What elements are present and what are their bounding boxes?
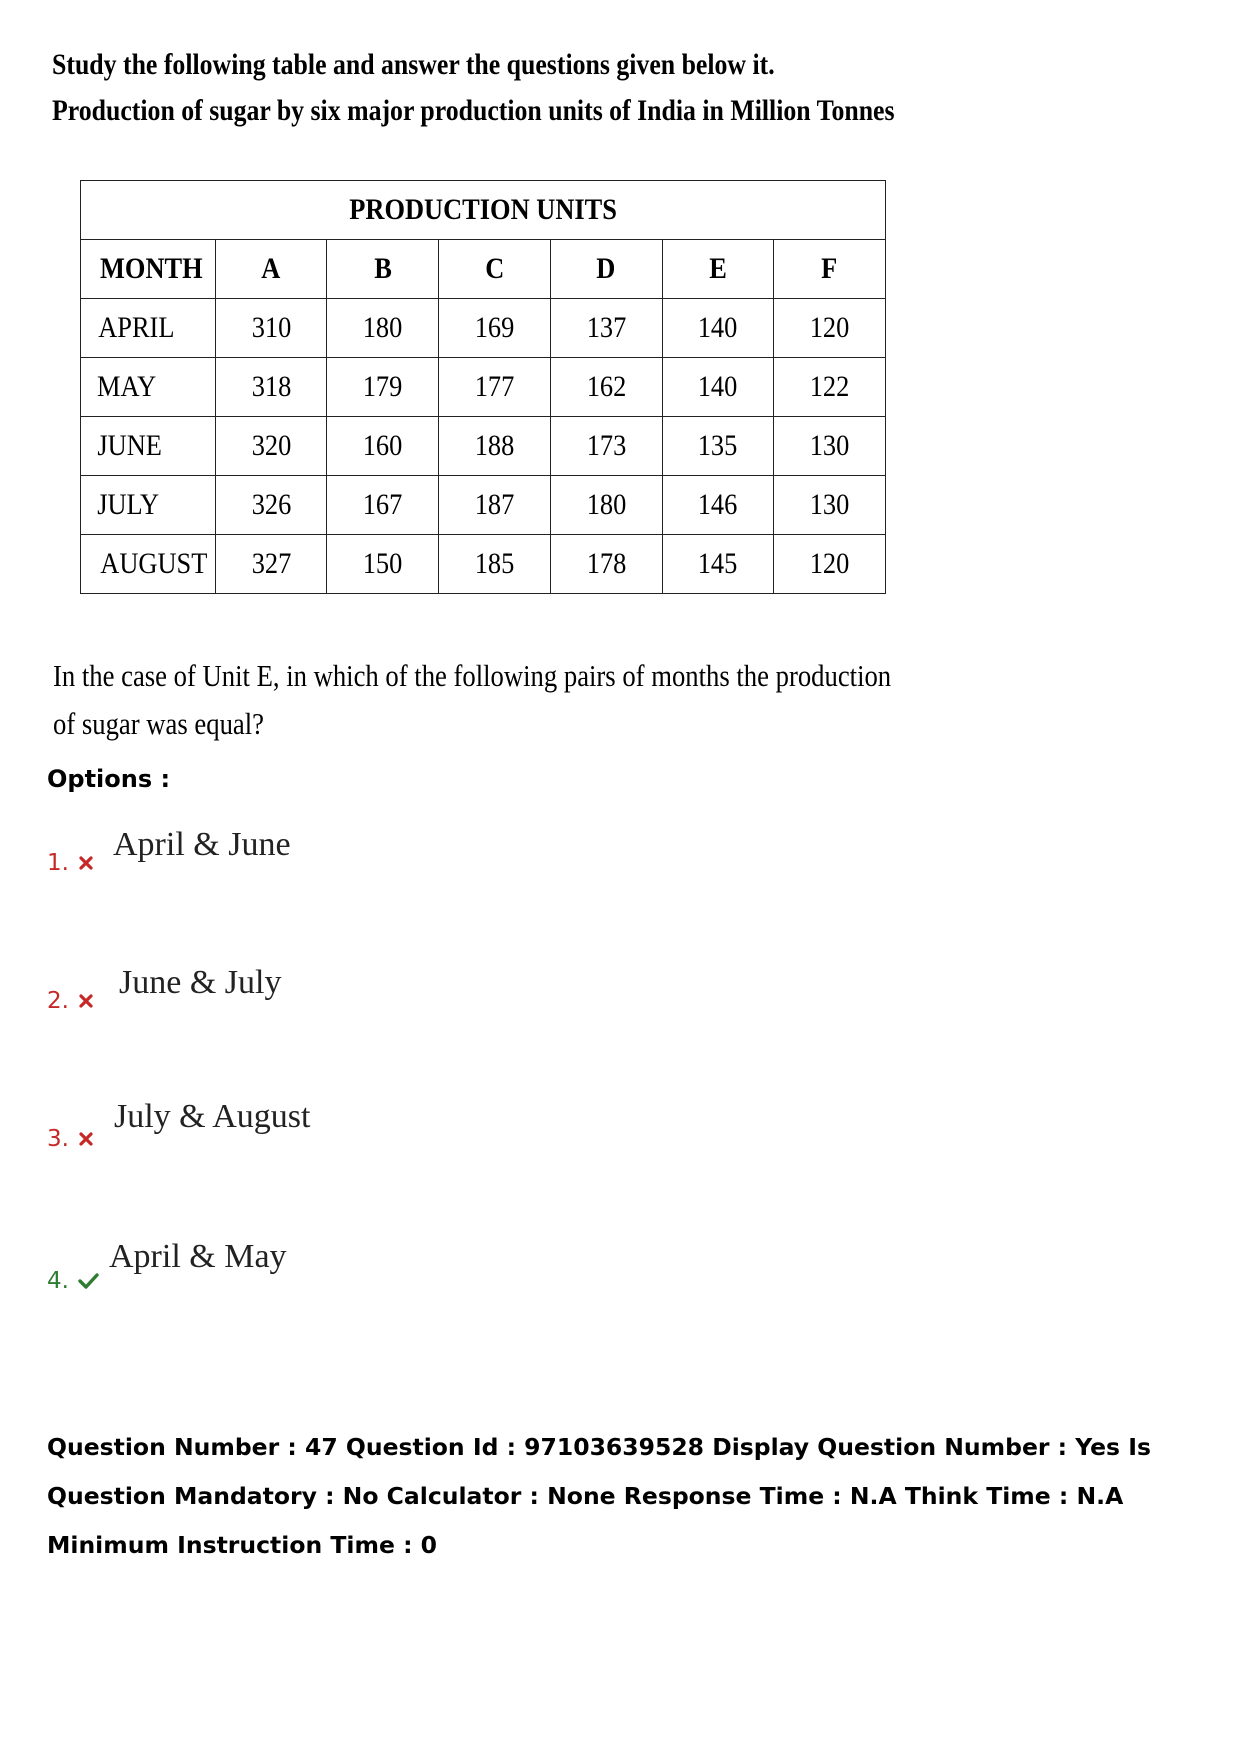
table-row [81, 476, 886, 535]
options-label: Options : [47, 765, 171, 793]
table-cell: 140 [662, 299, 774, 358]
option-number: 2. [47, 988, 69, 1014]
table-cell: APRIL [81, 299, 216, 358]
table-caption-row [81, 181, 886, 240]
header-unit-b: B [327, 240, 439, 299]
header-unit-f: F [774, 240, 886, 299]
table-row [81, 358, 886, 417]
table-row [81, 535, 886, 594]
intro-text [52, 42, 895, 134]
table-cell: 185 [439, 535, 551, 594]
table-cell: JUNE [81, 417, 216, 476]
table-header-row [81, 240, 886, 299]
table-cell: 173 [550, 417, 662, 476]
table-cell: 135 [662, 417, 774, 476]
table-cell: 120 [774, 299, 886, 358]
table-cell: JULY [81, 476, 216, 535]
table-row [81, 417, 886, 476]
table-cell: 169 [439, 299, 551, 358]
table-cell: 180 [327, 299, 439, 358]
option-text: April & June [113, 826, 291, 863]
table-cell: 140 [662, 358, 774, 417]
header-month: MONTH [81, 240, 216, 299]
option-text: June & July [119, 964, 282, 1001]
header-unit-e: E [662, 240, 774, 299]
table-cell: 137 [550, 299, 662, 358]
table-cell: 160 [327, 417, 439, 476]
table-cell: 327 [215, 535, 327, 594]
table-cell: MAY [81, 358, 216, 417]
table-caption: PRODUCTION UNITS [81, 181, 886, 240]
table-cell: 318 [215, 358, 327, 417]
table-cell: 177 [439, 358, 551, 417]
table-cell: 130 [774, 417, 886, 476]
cross-icon [77, 992, 95, 1010]
table-cell: 320 [215, 417, 327, 476]
question-line-1: In the case of Unit E, in which of the following pairs of months the production [53, 658, 892, 693]
table-cell: 187 [439, 476, 551, 535]
table-cell: 188 [439, 417, 551, 476]
table-cell: AUGUST [81, 535, 216, 594]
table-cell: 178 [550, 535, 662, 594]
header-unit-a: A [215, 240, 327, 299]
option-4[interactable] [47, 1238, 647, 1318]
question-text [53, 652, 913, 748]
option-number: 3. [47, 1126, 69, 1152]
option-text: April & May [109, 1238, 287, 1275]
table-cell: 326 [215, 476, 327, 535]
option-1[interactable] [47, 826, 647, 906]
table-cell: 167 [327, 476, 439, 535]
table-cell: 130 [774, 476, 886, 535]
table-cell: 146 [662, 476, 774, 535]
table-row [81, 299, 886, 358]
table-cell: 145 [662, 535, 774, 594]
cross-icon [77, 1130, 95, 1148]
table-cell: 122 [774, 358, 886, 417]
option-number: 4. [47, 1268, 69, 1294]
option-number: 1. [47, 850, 69, 876]
option-2[interactable] [47, 964, 647, 1044]
header-unit-d: D [550, 240, 662, 299]
intro-line-2: Production of sugar by six major production units of India in Million Tonnes [52, 94, 895, 127]
table-cell: 162 [550, 358, 662, 417]
table-cell: 150 [327, 535, 439, 594]
option-text: July & August [114, 1098, 311, 1135]
option-3[interactable] [47, 1098, 647, 1178]
intro-line-1: Study the following table and answer the questions given below it. [52, 48, 775, 81]
cross-icon [77, 854, 95, 872]
table-cell: 310 [215, 299, 327, 358]
table-cell: 180 [550, 476, 662, 535]
check-icon [77, 1272, 99, 1290]
question-line-2: of sugar was equal? [53, 706, 264, 741]
question-metadata: Question Number : 47 Question Id : 97103639528 Display Question Number : Yes Is Question Mandatory : No Calculator : None Response Time : N.A Think Time : N.A Minimum Instruction Time : 0 [47, 1433, 1151, 1559]
table-cell: 120 [774, 535, 886, 594]
production-table [80, 180, 886, 594]
table-cell: 179 [327, 358, 439, 417]
header-unit-c: C [439, 240, 551, 299]
